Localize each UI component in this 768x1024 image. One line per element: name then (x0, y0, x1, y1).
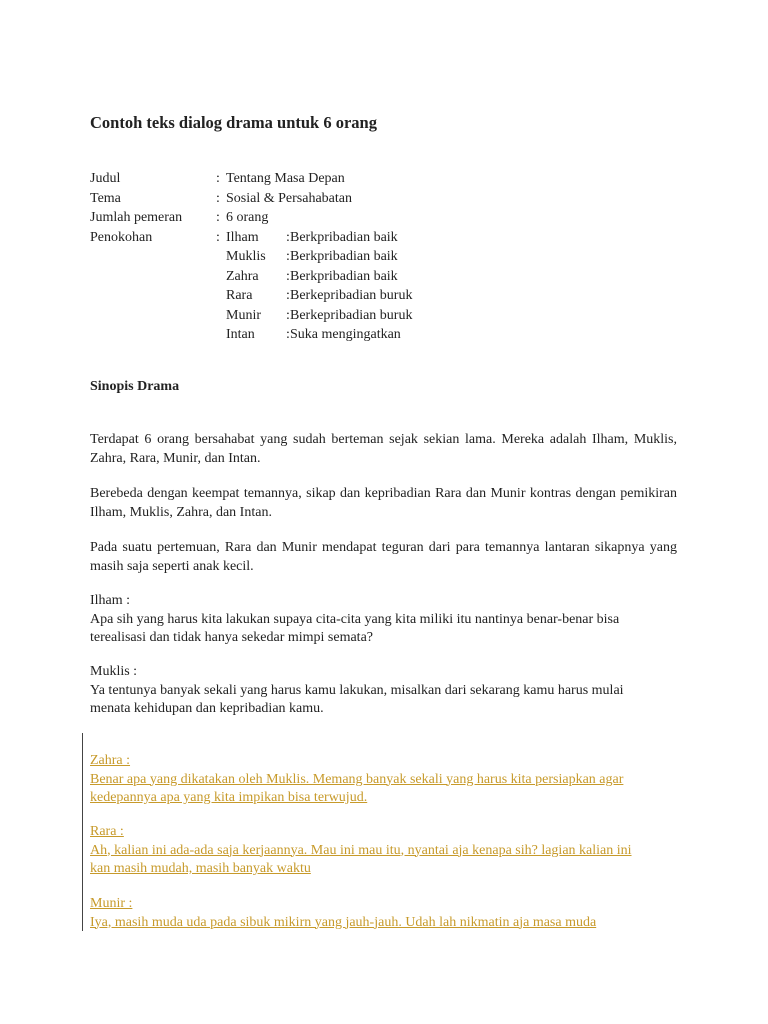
speaker-label: Rara : (90, 824, 124, 839)
character-name: Ilham (226, 229, 259, 245)
separator: : (286, 307, 290, 323)
dialog-block-muklis (90, 663, 624, 719)
separator: : (286, 327, 290, 342)
character-row (90, 306, 412, 326)
character-row (90, 247, 412, 267)
character-trait: Berkepribadian buruk (290, 288, 413, 303)
character-row (90, 286, 412, 306)
character-name: Munir (226, 307, 261, 323)
separator: : (286, 288, 290, 303)
speaker-label: Ilham : (90, 593, 131, 608)
dialog-block-ilham (90, 592, 619, 648)
separator: : (216, 210, 220, 225)
dialog-line: Ah, kalian ini ada-ada saja kerjaannya. Mau ini mau itu, nyantai aja kenapa sih? lagian kalian ini (90, 842, 632, 858)
character-name: Muklis (226, 249, 266, 264)
info-label: Penokohan (90, 229, 153, 245)
dialog-line: Benar apa yang dikatakan oleh Muklis. Memang banyak sekali yang harus kita persiapkan agar (90, 771, 624, 787)
character-trait: Suka mengingatkan (290, 327, 401, 342)
synopsis-paragraph: Berebeda dengan keempat temannya, sikap dan kepribadian Rara dan Munir kontras dengan pemikiran Ilham, Muklis, Zahra, dan Intan. (90, 486, 677, 520)
separator: : (286, 229, 290, 245)
info-label: Judul (90, 171, 121, 186)
dialog-block-zahra (90, 752, 623, 808)
dialog-line: Apa sih yang harus kita lakukan supaya cita-cita yang kita miliki itu nantinya benar-benar bisa (90, 611, 620, 627)
separator: : (216, 171, 220, 186)
dialog-block-rara (90, 823, 632, 879)
separator: : (216, 229, 220, 245)
separator: : (286, 249, 290, 264)
info-row-judul (90, 169, 412, 189)
dialog-line: Ya tentunya banyak sekali yang harus kamu lakukan, misalkan dari sekarang kamu harus mulai (90, 682, 624, 698)
info-label: Jumlah pemeran (90, 210, 183, 225)
character-row (90, 325, 412, 345)
character-row (90, 267, 412, 287)
info-value: 6 orang (226, 210, 269, 225)
drama-info-table (90, 169, 412, 345)
synopsis-paragraph: Pada suatu pertemuan, Rara dan Munir mendapat teguran dari para temannya lantaran sikapnya yang masih saja seperti anak kecil. (90, 540, 677, 574)
character-name: Zahra (226, 268, 259, 284)
character-trait: Berkpribadian baik (290, 229, 398, 245)
dialog-line: Iya, masih muda uda pada sibuk mikirn yang jauh-jauh. Udah lah nikmatin aja masa muda (90, 914, 597, 930)
speaker-label: Muklis : (90, 664, 138, 679)
speaker-label: Zahra : (90, 753, 131, 768)
speaker-label: Munir : (90, 896, 133, 911)
revision-change-bar (82, 733, 83, 931)
dialog-block-munir (90, 895, 596, 932)
info-row-jumlah (90, 208, 412, 228)
separator: : (216, 190, 220, 206)
dialog-line: kedepannya apa yang kita impikan bisa terwujud. (90, 790, 368, 805)
synopsis-heading: Sinopis Drama (90, 379, 180, 394)
dialog-line: menata kehidupan dan kepribadian kamu. (90, 701, 324, 716)
document-title: Contoh teks dialog drama untuk 6 orang (90, 113, 377, 132)
info-label: Tema (90, 190, 121, 206)
character-name: Intan (226, 327, 255, 342)
character-trait: Berkpribadian baik (290, 268, 398, 284)
synopsis-paragraph: Terdapat 6 orang bersahabat yang sudah berteman sejak sekian lama. Mereka adalah Ilham, Muklis, Zahra, Rara, Munir, dan Intan. (90, 432, 677, 466)
info-value: Sosial & Persahabatan (226, 190, 352, 206)
info-value: Tentang Masa Depan (226, 171, 345, 186)
dialog-line: terealisasi dan tidak hanya sekedar mimpi semata? (90, 630, 374, 645)
character-trait: Berkepribadian buruk (290, 307, 413, 323)
info-row-penokohan (90, 228, 412, 248)
character-trait: Berkpribadian baik (290, 249, 398, 264)
separator: : (286, 268, 290, 284)
dialog-line: kan masih mudah, masih banyak waktu (90, 861, 311, 876)
character-name: Rara (226, 288, 253, 303)
info-row-tema (90, 189, 412, 209)
